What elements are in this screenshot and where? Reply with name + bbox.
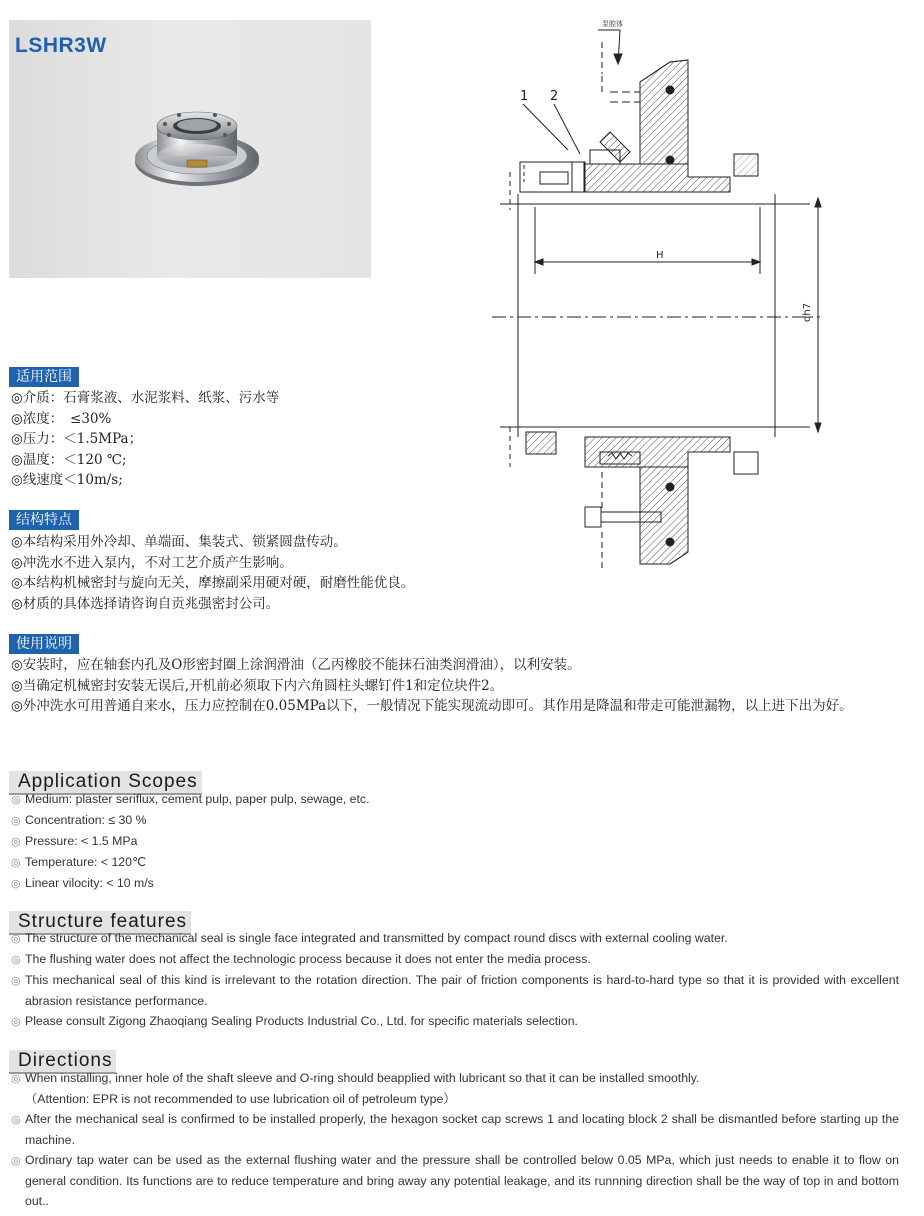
- list-item: ◎材质的具体选择请咨询自贡兆强密封公司。: [11, 595, 280, 612]
- product-photo-panel: [9, 20, 371, 278]
- list-item: ◎压力：＜1.5MPa；: [11, 431, 143, 447]
- list-item: ◎安装时，应在轴套内孔及O形密封圈上涂润滑油（乙丙橡胶不能抹石油类润滑油），以利安装。: [11, 657, 581, 673]
- list-item: ◎浓度： ≤30%: [11, 410, 112, 427]
- list-item: ◎ After the mechanical seal is confirmed to be installed properly, the hexagon socket cap screws 1 and locating block 2 shall be dismantled before starting up the machine.: [11, 1112, 899, 1147]
- en-directions-title: Directions: [9, 1050, 116, 1074]
- list-item: ◎ Temperature: < 120℃: [11, 855, 146, 869]
- list-item: ◎ Please consult Zigong Zhaoqiang Sealing Products Industrial Co., Ltd. for specific materials selection.: [11, 1014, 578, 1028]
- list-item: ◎介质：石膏浆液、水泥浆料、纸浆、污水等: [11, 390, 280, 406]
- list-item: ◎ Pressure: < 1.5 MPa: [11, 834, 138, 848]
- list-item: ◎外冲洗水可用普通自来水，压力应控制在0.05MPa以下，一般情况下能实现流动即可。其作用是降温和带走可能泄漏物，以上进下出为好。: [11, 698, 853, 714]
- list-item: ◎ Linear vilocity: < 10 m/s: [11, 876, 154, 890]
- list-item: ◎本结构采用外冷却、单端面、集装式、锁紧圆盘传动。: [11, 534, 347, 550]
- en-directions-list: [11, 1068, 899, 1211]
- part-2-label: 2: [550, 89, 559, 104]
- list-item: （Attention: EPR is not recommended to use lubrication oil of petroleum type）: [25, 1092, 456, 1106]
- list-item: ◎线速度＜10m/s;: [11, 472, 123, 488]
- en-structure-list: [11, 928, 899, 1032]
- part-1-label: 1: [520, 89, 529, 104]
- dimension-h-label: H: [656, 250, 664, 261]
- pump-body-label: 泵腔体: [602, 20, 623, 28]
- cn-usage-title: 使用说明: [9, 634, 79, 654]
- product-model-title: LSHR3W: [15, 34, 107, 57]
- list-item: ◎ The structure of the mechanical seal is single face integrated and transmitted by compact round discs with external cooling water.: [11, 931, 728, 945]
- en-scope-list: [11, 789, 370, 894]
- list-item: ◎ Concentration: ≤ 30 %: [11, 813, 147, 827]
- list-item: ◎冲洗水不进入泵内，不对工艺介质产生影响。: [11, 554, 293, 571]
- en-scope-title: Application Scopes: [9, 771, 202, 795]
- seal-cross-section-drawing: [490, 12, 902, 582]
- cn-scope-list: [11, 388, 279, 491]
- cn-scope-title: 适用范围: [9, 367, 79, 387]
- list-item: ◎ This mechanical seal of this kind is irrelevant to the rotation direction. The pair of friction components is hard-to-hard type so that it is provided with excellent abrasion resistance performance.: [11, 973, 899, 1008]
- mechanical-seal-photo: [129, 102, 269, 202]
- dimension-dh7-label: dh7: [802, 302, 813, 322]
- cn-structure-list: [11, 532, 414, 614]
- list-item: ◎ When installing, inner hole of the shaft sleeve and O-ring should beapplied with lubricant so that it can be installed smoothly.: [11, 1071, 700, 1085]
- list-item: ◎ Ordinary tap water can be used as the external flushing water and the pressure shall be controlled below 0.05 MPa, which just needs to enable it to flow on general condition. Its functions are to reduce temperature and bring away any potential leakage, and its runnning direction shall be the way of top in and bottom out..: [11, 1153, 899, 1208]
- list-item: ◎当确定机械密封安装无误后,开机前必须取下内六角圆柱头螺钉件1和定位块件2。: [11, 677, 504, 694]
- list-item: ◎ Medium: plaster seriflux, cement pulp, paper pulp, sewage, etc.: [11, 792, 370, 806]
- cn-structure-title: 结构特点: [9, 510, 79, 530]
- list-item: ◎温度：＜120 ℃;: [11, 451, 127, 468]
- en-structure-title: Structure features: [9, 911, 191, 935]
- list-item: ◎ The flushing water does not affect the technologic process because it does not enter the media process.: [11, 952, 591, 966]
- cn-usage-list: [11, 655, 907, 717]
- list-item: ◎本结构机械密封与旋向无关，摩擦副采用硬对硬，耐磨性能优良。: [11, 575, 415, 591]
